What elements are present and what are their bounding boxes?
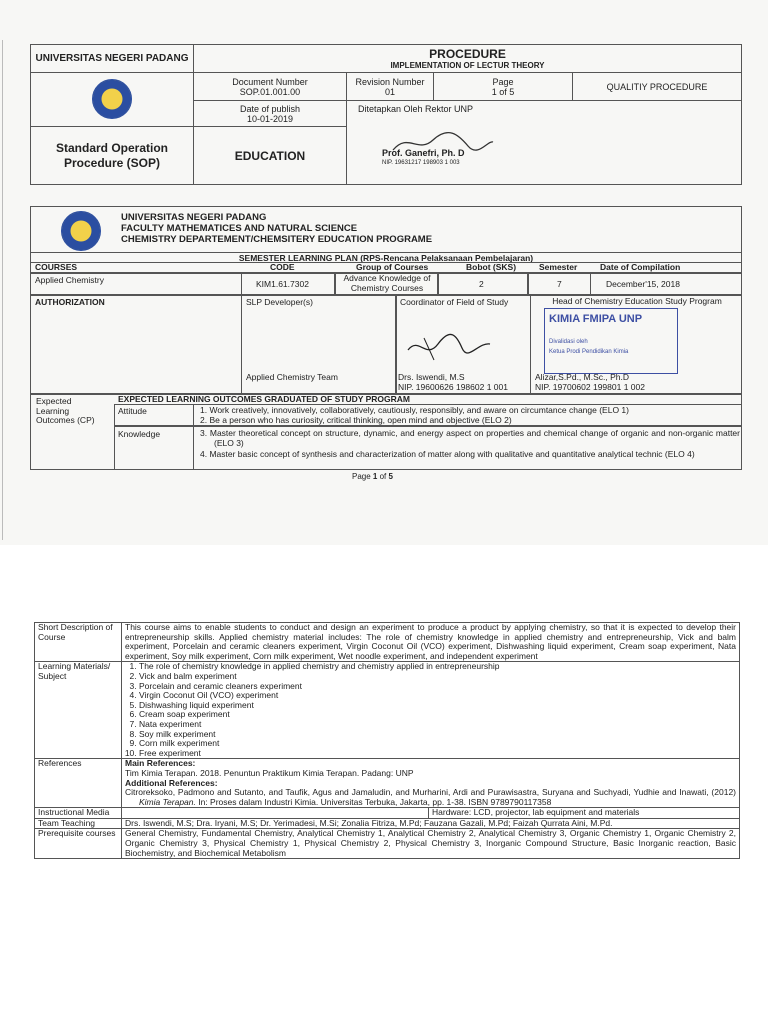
team-name: Applied Chemistry Team — [246, 372, 338, 382]
rps-header — [30, 206, 742, 252]
materials-label: Learning Materials/ Subject — [35, 662, 122, 759]
material-item: 6. Cream soap experiment — [139, 710, 736, 720]
publish-label: Date of publish — [239, 103, 301, 114]
media-software — [122, 808, 429, 819]
course-bobot: 2 — [479, 279, 484, 289]
course-semester: 7 — [557, 279, 562, 289]
col-group: Group of Courses — [356, 262, 429, 272]
rps-page-indicator — [352, 472, 393, 481]
coordinator-label: Coordinator of Field of Study — [400, 297, 509, 307]
signature-cell — [347, 101, 742, 185]
col-code: CODE — [270, 262, 295, 272]
revision-number: 01 — [384, 86, 395, 97]
university-name: UNIVERSITAS NEGERI PADANG — [35, 52, 189, 64]
quality-cell — [573, 73, 742, 101]
course-compilation: December'15, 2018 — [606, 279, 680, 289]
sop-header-table — [30, 44, 742, 185]
team-teaching-text: Drs. Iswendi, M.S; Dra. Iryani, M.S; Dr. Yerimadesi, M.Si; Zonalia Fitriza, M.Pd; Fauzana Gazali, M.Pd; Faizah Qurrata Aini, M.Pd. — [122, 818, 740, 829]
rps-line-university: UNIVERSITAS NEGERI PADANG — [121, 212, 267, 223]
sop-title: Standard Operation Procedure (SOP) — [55, 140, 168, 170]
page-number: 1 of 5 — [491, 86, 515, 97]
additional-reference-title: Kimia Terapan. — [139, 796, 196, 807]
references-cell — [122, 759, 740, 808]
head-name: Alizar,S.Pd., M.Sc., Ph.D — [535, 372, 630, 382]
rps-institution — [121, 212, 432, 245]
elo-label: Expected Learning Outcomes (CP) — [36, 396, 95, 425]
materials-list — [125, 662, 736, 758]
material-item: 2. Vick and balm experiment — [139, 672, 736, 682]
col-semester: Semester — [539, 262, 578, 272]
materials-cell — [122, 662, 740, 759]
col-courses: COURSES — [35, 262, 78, 272]
course-name: Applied Chemistry — [35, 275, 104, 285]
validation-stamp — [544, 308, 678, 374]
head-nip: NIP. 19700602 199801 1 002 — [535, 382, 645, 392]
publish-cell — [194, 101, 347, 127]
head-label: Head of Chemistry Education Study Program — [552, 296, 722, 306]
additional-references-label: Additional References: — [125, 777, 218, 788]
course-group: Advance Knowledge of Chemistry Courses — [343, 273, 431, 293]
page-current: 1 — [372, 472, 378, 481]
rps-title: SEMESTER LEARNING PLAN (RPS-Rencana Pelaksanaan Pembelajaran) — [30, 252, 742, 263]
set-by-text: Ditetapkan Oleh Rektor UNP — [358, 104, 474, 114]
material-item: 7. Nata experiment — [139, 720, 736, 730]
col-compilation: Date of Compilation — [600, 262, 681, 272]
course-code: KIM1.61.7302 — [256, 279, 309, 289]
main-reference: Tim Kimia Terapan. 2018. Penuntun Praktikum Kimia Terapan. Padang: UNP — [125, 767, 414, 778]
additional-reference-authors: Citroreksoko, Padmono and Sutanto, and Taufik, Agus and Jamaludin, and Murharini, Ardi and Purawisastra, Suryana and Suchyadi, Yudhie and Inawati, (2012) — [125, 787, 736, 798]
material-item: 3. Porcelain and ceramic cleaners experiment — [139, 682, 736, 692]
media-row — [35, 808, 740, 819]
prerequisite-label: Prerequisite courses — [35, 829, 122, 859]
doc-number: SOP.01.001.00 — [239, 86, 301, 97]
revision-cell — [347, 73, 434, 101]
publish-date: 10-01-2019 — [246, 113, 294, 124]
material-item: 4. Virgin Coconut Oil (VCO) experiment — [139, 691, 736, 701]
references-row — [35, 759, 740, 808]
team-teaching-label: Team Teaching — [35, 818, 122, 829]
knowledge-label: Knowledge — [118, 429, 161, 439]
stamp-title: KIMIA FMIPA UNP — [549, 313, 643, 325]
coordinator-signature-icon — [404, 330, 494, 364]
scan-edge — [2, 40, 3, 540]
elo-2: 2. Be a person who has curiosity, critical thinking, open mind and objective (ELO 2) — [200, 415, 512, 425]
university-cell — [31, 45, 194, 73]
page-total: 5 — [388, 472, 393, 481]
elo-1: 1. Work creatively, innovatively, collaboratively, cautiously, responsibly, and aware on circumtance change (ELO 1) — [200, 405, 629, 415]
implementation-title: IMPLEMENTATION OF LECTUR THEORY — [390, 61, 545, 70]
doc-number-cell — [194, 73, 347, 101]
short-description-label: Short Description of Course — [35, 623, 122, 662]
education-cell — [194, 127, 347, 185]
procedure-title: PROCEDURE — [429, 47, 506, 61]
team-teaching-row — [35, 818, 740, 829]
attitude-label: Attitude — [118, 406, 147, 416]
material-item: 8. Soy milk experiment — [139, 730, 736, 740]
rps-line-faculty: FACULTY MATHEMATICES AND NATURAL SCIENCE — [121, 223, 358, 234]
slp-developer-label: SLP Developer(s) — [246, 297, 313, 307]
doc-number-label: Document Number — [232, 76, 308, 87]
page-prefix: Page — [352, 472, 373, 481]
university-logo-icon — [92, 79, 132, 119]
revision-label: Revision Number — [355, 76, 425, 87]
course-detail-table — [34, 622, 740, 859]
elo-title: EXPECTED LEARNING OUTCOMES GRADUATED OF STUDY PROGRAM — [118, 394, 411, 404]
additional-reference-source: In: Proses dalam Industri Kimia. Universitas Terbuka, Jakarta, pp. 1-38. ISBN 9789790117358 — [195, 796, 552, 807]
page-label: Page — [492, 76, 514, 87]
stamp-line-1: Divalidasi oleh — [549, 339, 588, 345]
material-item: 9. Corn milk experiment — [139, 739, 736, 749]
rps-logo-icon — [61, 211, 101, 251]
col-bobot: Bobot (SKS) — [466, 262, 517, 272]
signer-name: Prof. Ganefri, Ph. D — [382, 148, 465, 158]
procedure-cell — [194, 45, 742, 73]
prerequisite-row — [35, 829, 740, 859]
material-item: 10. Free experiment — [139, 749, 736, 759]
coordinator-name: Drs. Iswendi, M.S — [398, 372, 465, 382]
sop-cell — [31, 127, 194, 185]
material-item: 5. Dishwashing liquid experiment — [139, 701, 736, 711]
coordinator-nip: NIP. 19600626 198602 1 001 — [398, 382, 508, 392]
prerequisite-text: General Chemistry, Fundamental Chemistry, Analytical Chemistry 1, Analytical Chemistry 2, Analytical Chemistry 3, Organic Chemistry 1, Organic Chemistry 2, Organic Chemistry 3, Physical Chemistry 1, Physical Chemistry 2, Physical Chemistry 3, Inorganic Compound Structure, Basic Inorganic reaction, Basic Biochemistry, and Biochemical Metabolism — [122, 829, 740, 859]
references-label: References — [35, 759, 122, 808]
rps-line-department: CHEMISTRY DEPARTEMENT/CHEMSITERY EDUCATION PROGRAME — [121, 234, 433, 245]
material-item: 1. The role of chemistry knowledge in applied chemistry and chemistry applied in entrepreneurship — [139, 662, 736, 672]
elo-4: 4. Master basic concept of synthesis and characterization of matter along with qualitative and quantitative analytical technic (ELO 4) — [200, 449, 695, 459]
authorization-label: AUTHORIZATION — [35, 297, 105, 307]
elo-3: 3. Master theoretical concept on structure, dynamic, and energy aspect on properties and chemical change of organic and non-organic matter (ELO 3) — [200, 428, 740, 448]
media-label: Instructional Media — [35, 808, 122, 819]
additional-reference — [125, 788, 736, 807]
main-references-label: Main References: — [125, 758, 196, 769]
logo-cell — [31, 73, 194, 127]
materials-row — [35, 662, 740, 759]
page-cell — [434, 73, 573, 101]
page-of: of — [377, 472, 389, 481]
media-hardware: Hardware: LCD, projector, lab equipment and materials — [429, 808, 740, 819]
signer-nip: NIP. 19631217 198903 1 003 — [382, 160, 460, 166]
short-description-row — [35, 623, 740, 662]
quality-procedure: QUALITIY PROCEDURE — [606, 81, 708, 92]
short-description-text: This course aims to enable students to conduct and design an experiment to produce a product by applying chemistry, so that it is expected to develop their entrepreneurship skills. Applied chemistry material includes: The role of chemistry knowledge in applied chemistry and entrepreneurship, Vick and balm experiment, Porcelain and ceramic cleaners experiment, Virgin Coconut Oil (VCO) experiment, Dishwashing liquid experiment, Cream soap experiment, Nata experiment, Soy milk experiment, Corn milk experiment, Wet noodle experiment, and independent experiment — [122, 623, 740, 662]
stamp-line-2: Ketua Prodi Pendidikan Kimia — [549, 349, 629, 355]
education-label: EDUCATION — [234, 148, 306, 163]
